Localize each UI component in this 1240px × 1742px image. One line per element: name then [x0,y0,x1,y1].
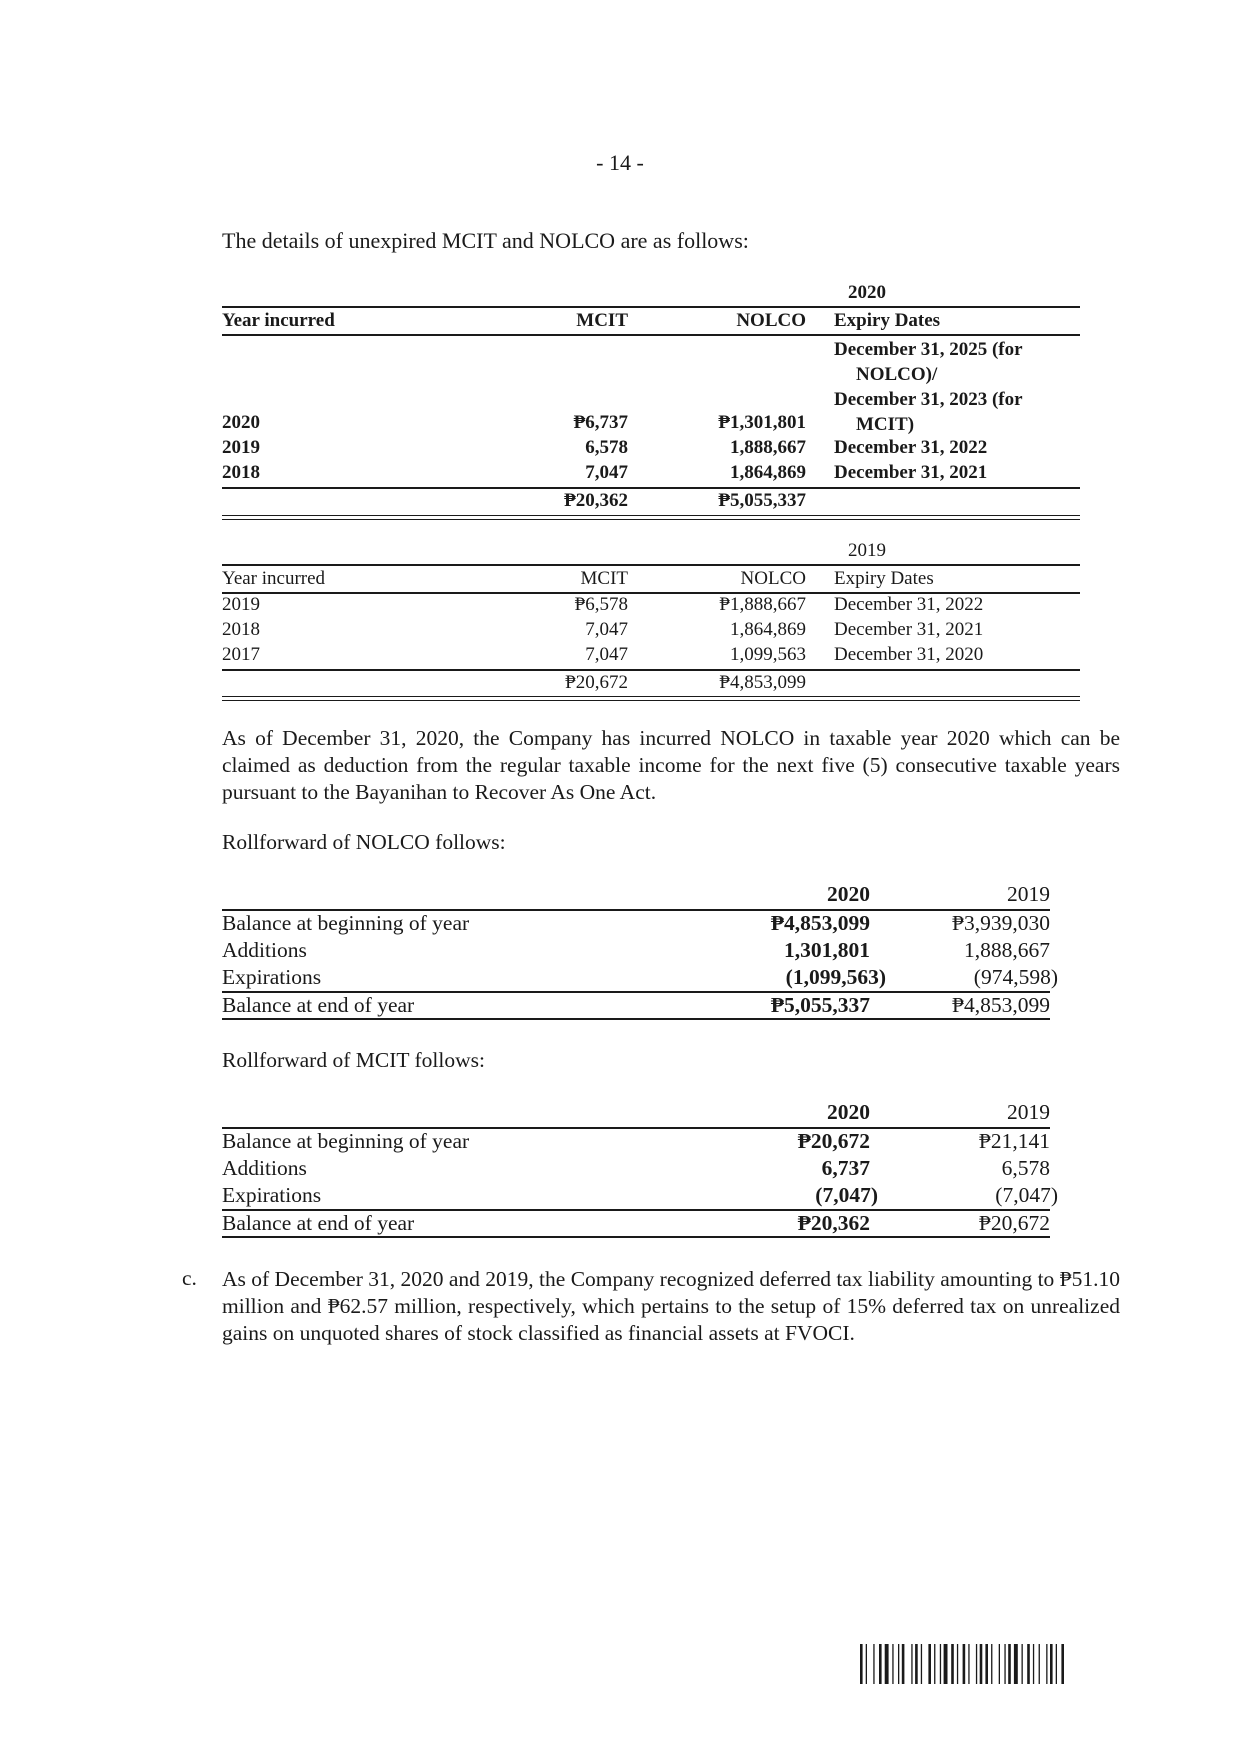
table-row [222,938,1050,965]
value-2019: 1,888,667 [964,938,1050,962]
note-c-text: As of December 31, 2020 and 2019, the Company recognized deferred tax liability amounting to ₱51.10 million and ₱62.57 million, respectively, which pertains to the setup of 15% deferred tax on unrealized gains on unquoted shares of stock classified as financial assets at FVOCI. [222,1267,1121,1345]
header-nolco: NOLCO [736,310,806,331]
cell-expiry: December 31, 2022 [834,437,988,458]
table-row [222,1183,1058,1210]
mcit-nolco-table-2020 [222,282,1080,522]
cell-mcit: 7,047 [585,644,628,665]
cell-nolco: 1,864,869 [730,462,806,483]
col-2020: 2020 [827,882,870,906]
table-row [222,1156,1050,1183]
mcit-nolco-table-2019 [222,540,1080,700]
value-2020: 6,737 [821,1156,870,1180]
row-label: Additions [222,1156,307,1180]
cell-mcit: 7,047 [585,462,628,483]
table-row [222,1129,1050,1156]
cell-year: 2017 [222,644,260,665]
table-row [222,437,1080,462]
header-nolco: NOLCO [740,568,806,589]
barcode-icon [860,1644,1122,1684]
cell-nolco: 1,864,869 [730,619,806,640]
value-2019: 6,578 [1001,1156,1050,1180]
nolco-paragraph: As of December 31, 2020, the Company has incurred NOLCO in taxable year 2020 which can be claimed as deduction from the regular taxable income for the next five (5) consecutive taxable years pursuant to the Bayanihan to Recover As One Act. [222,726,1120,804]
value-2020: (1,099,563) [785,965,886,989]
double-rule [222,696,1080,701]
header-mcit: MCIT [576,310,628,331]
table-row [222,462,1080,487]
cell-nolco: 1,099,563 [730,644,806,665]
col-2020: 2020 [827,1100,870,1124]
double-rule [222,515,1080,520]
rule [222,1236,1050,1238]
intro-text: The details of unexpired MCIT and NOLCO are as follows: [222,228,749,253]
total-mcit: ₱20,672 [565,672,628,693]
row-label: Balance at end of year [222,1211,415,1235]
value-2019: ₱20,672 [978,1211,1050,1235]
expiry-line: December 31, 2023 (for [834,389,1023,410]
header-mcit: MCIT [580,568,628,589]
value-2020: ₱20,672 [797,1129,870,1153]
nolco-rollforward-title: Rollforward of NOLCO follows: [222,830,506,854]
cell-year: 2019 [222,594,260,615]
value-2019: (974,598) [973,965,1058,989]
total-row [222,672,1080,697]
rule [222,669,1080,671]
table-row [222,412,1080,437]
total-mcit: ₱20,362 [564,490,628,511]
cell-mcit: ₱6,578 [574,594,628,615]
value-2020: ₱5,055,337 [770,993,870,1017]
row-label: Additions [222,938,307,962]
cell-year: 2019 [222,437,260,458]
value-2019: ₱3,939,030 [952,911,1050,935]
table-row [222,993,1050,1020]
cell-mcit: 6,578 [585,437,628,458]
row-label: Balance at beginning of year [222,1129,470,1153]
cell-mcit: ₱6,737 [573,412,628,433]
cell-year: 2018 [222,619,260,640]
table-row [222,965,1058,992]
cell-year: 2020 [222,412,260,433]
note-c-marker: c. [182,1266,197,1290]
col-2019: 2019 [1007,1100,1050,1124]
column-header-row [222,882,1050,909]
cell-mcit: 7,047 [585,619,628,640]
cell-nolco: ₱1,888,667 [719,594,806,615]
total-nolco: ₱5,055,337 [718,490,806,511]
cell-nolco: 1,888,667 [730,437,806,458]
total-row [222,490,1080,515]
value-2019: (7,047) [995,1183,1058,1207]
value-2020: ₱4,853,099 [770,911,870,935]
value-2019: ₱21,141 [978,1129,1050,1153]
total-nolco: ₱4,853,099 [719,672,806,693]
nolco-rollforward-table [222,882,1058,1022]
table-header [222,306,1080,336]
period-header: 2019 [848,540,886,561]
col-2019: 2019 [1007,882,1050,906]
rule [222,1018,1050,1020]
row-label: Expirations [222,1183,322,1207]
row-label: Balance at end of year [222,993,415,1017]
cell-nolco: ₱1,301,801 [718,412,806,433]
row-label: Expirations [222,965,322,989]
table-row [222,619,1080,644]
header-expiry: Expiry Dates [834,310,941,331]
cell-expiry: December 31, 2021 [834,462,988,483]
cell-year: 2018 [222,462,260,483]
cell-expiry: December 31, 2021 [834,619,984,640]
page-number: - 14 - [596,150,644,175]
header-year: Year incurred [222,568,326,589]
expiry-line: December 31, 2025 (for [834,339,1023,360]
table-row [222,911,1050,938]
rule [222,487,1080,489]
value-2020: 1,301,801 [784,938,870,962]
cell-expiry: December 31, 2022 [834,594,984,615]
expiry-line: NOLCO)/ [856,364,938,385]
table-row [222,1211,1050,1238]
value-2019: ₱4,853,099 [952,993,1050,1017]
table-row [222,644,1080,669]
table-row [222,594,1080,619]
mcit-rollforward-table [222,1100,1058,1240]
value-2020: ₱20,362 [797,1211,870,1235]
header-expiry: Expiry Dates [834,568,934,589]
expiry-line: MCIT) [856,414,915,435]
table-header [222,564,1080,594]
row-label: Balance at beginning of year [222,911,470,935]
value-2020: (7,047) [815,1183,878,1207]
header-year: Year incurred [222,310,335,331]
column-header-row [222,1100,1050,1127]
cell-expiry: December 31, 2020 [834,644,984,665]
mcit-rollforward-title: Rollforward of MCIT follows: [222,1048,485,1072]
period-header: 2020 [848,282,886,303]
